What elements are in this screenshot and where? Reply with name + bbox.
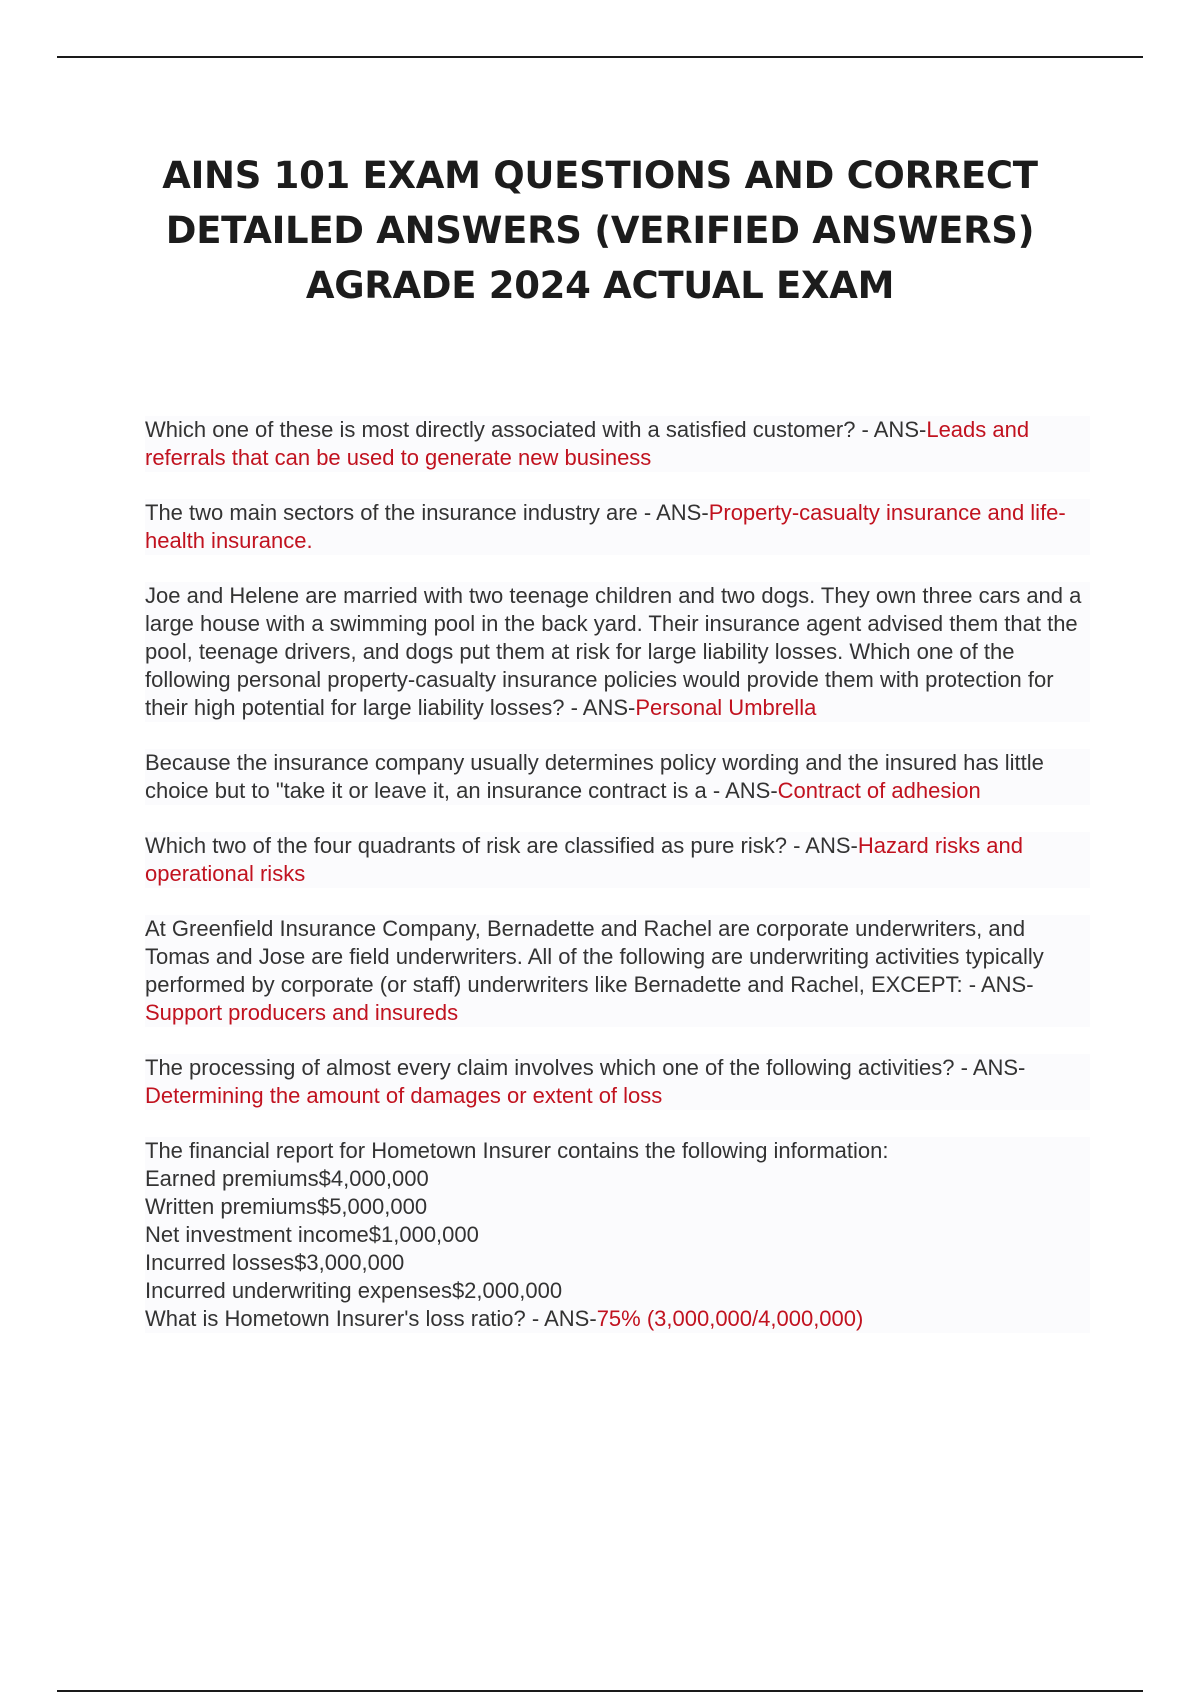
- qa-item: [145, 416, 1090, 472]
- question-text: The two main sectors of the insurance industry are - ANS-: [145, 500, 709, 525]
- answer-text: Hazard risks and operational risks: [145, 833, 1023, 886]
- title-line: AGRADE 2024 ACTUAL EXAM: [305, 264, 895, 307]
- question-text: Joe and Helene are married with two teenage children and two dogs. They own three cars and a large house with a swimming pool in the back yard. Their insurance agent advised them that the pool, teenage drivers, and dogs put them at risk for large liability losses. Which one of the following personal property-casualty insurance policies would provide them with protection for their high potential for large liability losses? - ANS-: [145, 583, 1082, 720]
- answer-text: Leads and referrals that can be used to generate new business: [145, 417, 1030, 470]
- footer-rule: [57, 1690, 1143, 1692]
- qa-item: [145, 499, 1090, 555]
- financial-line: Incurred losses$3,000,000: [145, 1250, 405, 1275]
- document-title: [100, 148, 1100, 313]
- question-text: Because the insurance company usually determines policy wording and the insured has little choice but to "take it or leave it, an insurance contract is a - ANS-: [145, 750, 1044, 803]
- qa-item: [145, 915, 1090, 1027]
- answer-text: Determining the amount of damages or extent of loss: [145, 1083, 663, 1108]
- financial-line: Incurred underwriting expenses$2,000,000: [145, 1278, 563, 1303]
- answer-text: 75% (3,000,000/4,000,000): [596, 1306, 864, 1331]
- question-text: The processing of almost every claim involves which one of the following activities? - ANS-: [145, 1055, 1026, 1080]
- question-text: What is Hometown Insurer's loss ratio? - ANS-: [145, 1306, 597, 1331]
- answer-text: Property-casualty insurance and life-health insurance.: [145, 500, 1066, 553]
- answer-text: Support producers and insureds: [145, 1000, 459, 1025]
- title-line: DETAILED ANSWERS (VERIFIED ANSWERS): [165, 209, 1035, 252]
- financial-intro: The financial report for Hometown Insurer contains the following information:: [145, 1138, 889, 1163]
- qa-item: [145, 1054, 1090, 1110]
- answer-text: Personal Umbrella: [635, 695, 817, 720]
- question-text: Which one of these is most directly associated with a satisfied customer? - ANS-: [145, 417, 927, 442]
- question-text: Which two of the four quadrants of risk are classified as pure risk? - ANS-: [145, 833, 858, 858]
- financial-line: Written premiums$5,000,000: [145, 1194, 428, 1219]
- financial-qa-item: [145, 1137, 1090, 1333]
- qa-list: [145, 416, 1090, 1360]
- title-line: AINS 101 EXAM QUESTIONS AND CORRECT: [162, 154, 1038, 197]
- header-rule: [57, 56, 1143, 58]
- financial-line: Net investment income$1,000,000: [145, 1222, 479, 1247]
- qa-item: [145, 832, 1090, 888]
- financial-line: Earned premiums$4,000,000: [145, 1166, 429, 1191]
- answer-text: Contract of adhesion: [777, 778, 981, 803]
- qa-item: [145, 749, 1090, 805]
- qa-item: [145, 582, 1090, 722]
- question-text: At Greenfield Insurance Company, Bernadette and Rachel are corporate underwriters, and Tomas and Jose are field underwriters. All of the following are underwriting activities typically performed by corporate (or staff) underwriters like Bernadette and Rachel, EXCEPT: - ANS-: [145, 916, 1044, 997]
- loss-ratio-line: [145, 1305, 1090, 1333]
